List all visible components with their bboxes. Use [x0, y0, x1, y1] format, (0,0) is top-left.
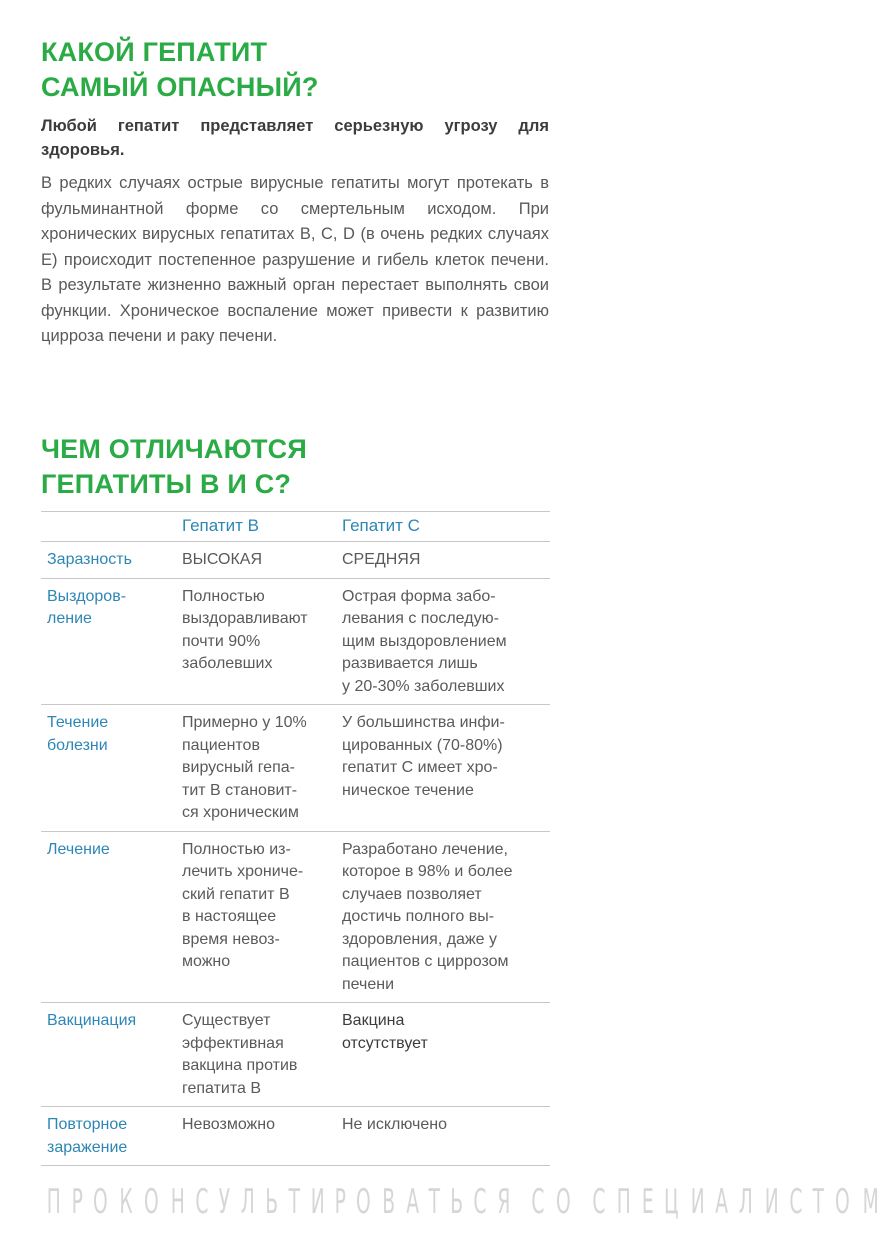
- row-label: Повторное заражение: [41, 1107, 182, 1166]
- table-header-row: [41, 512, 550, 542]
- table-row-recovery: [41, 578, 550, 705]
- row-label: Вакцинация: [41, 1003, 182, 1107]
- header-hepatitis-b: Гепатит В: [182, 512, 342, 542]
- row-label: Заразность: [41, 542, 182, 579]
- hepatitis-c-value: Не исключено: [342, 1107, 550, 1166]
- hepatitis-b-value: Существует эффективная вакцина против гепатита В: [182, 1003, 342, 1107]
- header-empty-cell: [41, 512, 182, 542]
- row-label: Течение болезни: [41, 705, 182, 832]
- section-title-difference: [41, 432, 561, 502]
- title-line-2: ГЕПАТИТЫ В И С?: [41, 469, 292, 499]
- row-label: Лечение: [41, 831, 182, 1003]
- lead-text: Любой гепатит представляет серьезную угрозу для здоровья.: [41, 117, 549, 159]
- table-row-reinfection: [41, 1107, 550, 1166]
- footer-consult-banner: П Р О К О Н С У Л Ь Т И Р О В А Т Ь С Я С О С П Е Ц И А Л И С Т О М: [46, 1182, 878, 1222]
- hepatitis-b-value: ВЫСОКАЯ: [182, 542, 342, 579]
- comparison-table: [41, 511, 550, 1166]
- hepatitis-c-value: Острая форма забо- левания с последую- щим выздоровлением развивается лишь у 20-30% заболевших: [342, 578, 550, 705]
- table-row-infectiousness: [41, 542, 550, 579]
- title-line-2: САМЫЙ ОПАСНЫЙ?: [41, 72, 319, 102]
- body-paragraph: В редких случаях острые вирусные гепатиты могут протекать в фульминантной форме со смертельным исходом. При хронических вирусных гепатитах B, C, D (в очень редких случаях E) происходит постепенное разрушение и гибель клеток печени. В результате жизненно важный орган перестает выполнять свои функции. Хроническое воспаление может привести к развитию цирроза печени и раку печени.: [41, 174, 549, 345]
- hepatitis-b-value: Невозможно: [182, 1107, 342, 1166]
- hepatitis-c-value: У большинства инфи- цированных (70-80%) гепатит С имеет хро- ническое течение: [342, 705, 550, 832]
- table-row-treatment: [41, 831, 550, 1003]
- hepatitis-b-value: Примерно у 10% пациентов вирусный гепа- тит В становит- ся хроническим: [182, 705, 342, 832]
- hepatitis-c-value: СРЕДНЯЯ: [342, 542, 550, 579]
- table-row-vaccination: [41, 1003, 550, 1107]
- hepatitis-c-value: Вакцина отсутствует: [342, 1003, 550, 1107]
- row-label: Выздоров- ление: [41, 578, 182, 705]
- hepatitis-b-value: Полностью из- лечить хрониче- ский гепатит В в настоящее время невоз- можно: [182, 831, 342, 1003]
- hepatitis-c-value: Разработано лечение, которое в 98% и более случаев позволяет достичь полного вы- здоровления, даже у пациентов с циррозом печени: [342, 831, 550, 1003]
- hepatitis-b-value: Полностью выздоравливают почти 90% заболевших: [182, 578, 342, 705]
- title-line-1: ЧЕМ ОТЛИЧАЮТСЯ: [41, 434, 307, 464]
- table-row-disease-course: [41, 705, 550, 832]
- section-title-most-dangerous: [41, 35, 561, 105]
- header-hepatitis-c: Гепатит С: [342, 512, 550, 542]
- title-line-1: КАКОЙ ГЕПАТИТ: [41, 37, 268, 67]
